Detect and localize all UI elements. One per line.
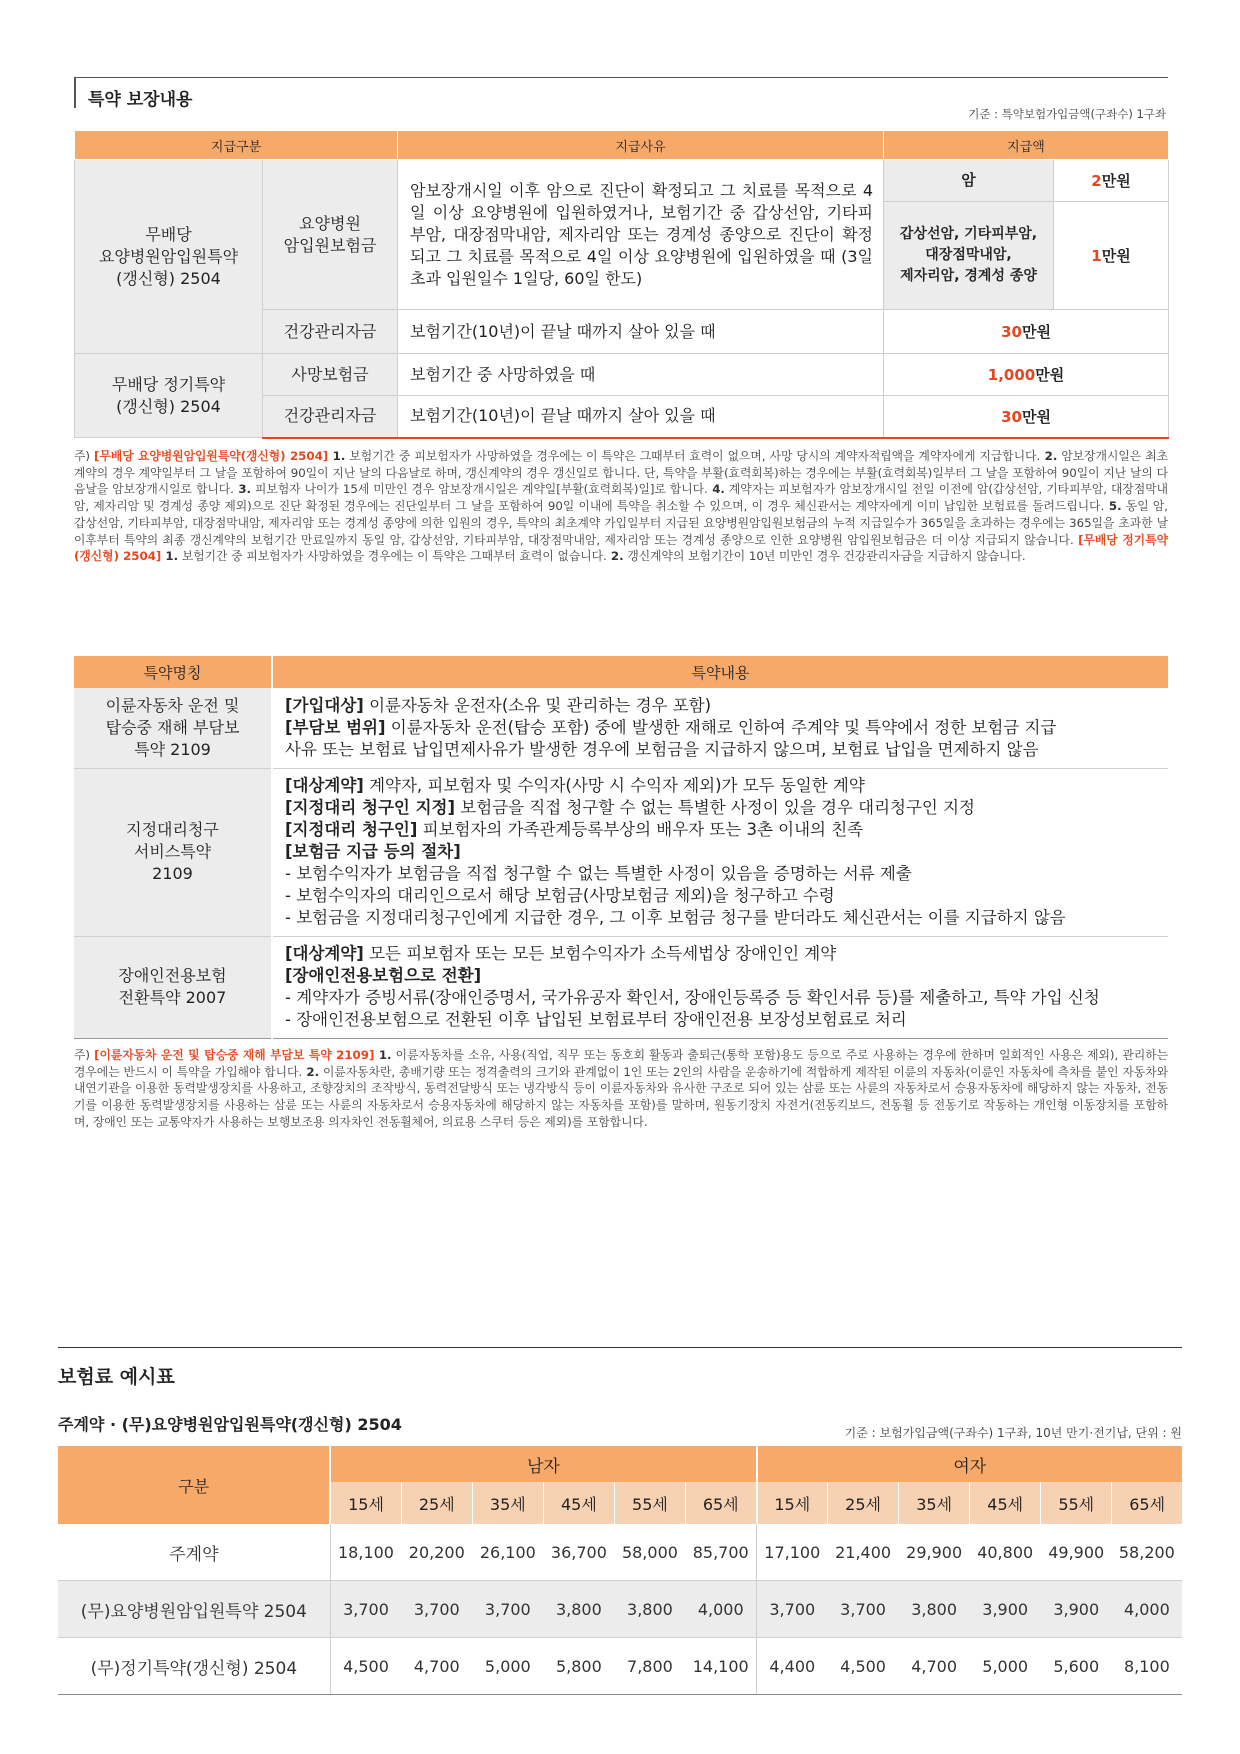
table-row bbox=[74, 936, 1168, 1038]
premium-cell: 4,500 bbox=[828, 1638, 899, 1695]
content-label: [장애인전용보험으로 전환] bbox=[285, 966, 482, 985]
note-prefix: 주) bbox=[74, 1048, 95, 1062]
rider-name-line: 2109 bbox=[152, 864, 193, 883]
section1-title: 특약 보장내용 bbox=[88, 90, 193, 110]
content-label: [대상계약] bbox=[285, 776, 364, 795]
rider1-sub2: 건강관리자금 bbox=[263, 310, 398, 354]
note-highlight: [무배당 정기특약(갱신형) 2504] bbox=[74, 532, 1168, 564]
note-number: 2. bbox=[606, 549, 624, 564]
note-number: 2. bbox=[1040, 449, 1058, 463]
section3-subtitle: 주계약 · (무)요양병원암입원특약(갱신형) 2504 bbox=[58, 1415, 402, 1434]
age-header: 55세 bbox=[1041, 1482, 1112, 1524]
content-text: - 보험금을 지정대리청구인에게 지급한 경우, 그 이후 보험금 청구를 받더라도 체신관서는 이를 지급하지 않음 bbox=[285, 908, 1066, 927]
premium-cell: 5,000 bbox=[472, 1638, 543, 1695]
content-text: 계약자, 피보험자 및 수익자(사망 시 수익자 제외)가 모두 동일한 계약 bbox=[363, 776, 865, 795]
premium-cell: 5,800 bbox=[543, 1638, 614, 1695]
age-header: 45세 bbox=[970, 1482, 1041, 1524]
section3-basis: 기준 : 보험가입금액(구좌수) 1구좌, 10년 만기·전기납, 단위 : 원 bbox=[844, 1426, 1182, 1440]
amount-number: 1 bbox=[1091, 247, 1102, 265]
note-number: 5. bbox=[1104, 499, 1122, 514]
section3-title: 보험료 예시표 bbox=[58, 1366, 175, 1388]
age-header: 55세 bbox=[614, 1482, 685, 1524]
amount-number: 30 bbox=[1001, 323, 1022, 341]
amount-minor-label bbox=[884, 202, 1054, 310]
content-text: 이륜자동차 운전자(소유 및 관리하는 경우 포함) bbox=[363, 695, 712, 715]
section1-note bbox=[74, 448, 1168, 565]
age-header: 35세 bbox=[472, 1482, 543, 1524]
content-line bbox=[285, 965, 1156, 987]
rider-name-line: 특약 2109 bbox=[134, 739, 211, 759]
rider1-sub2-amount bbox=[884, 310, 1169, 354]
rider-name-line: 장애인전용보험 bbox=[118, 966, 227, 985]
rider-name-line: 탑승중 재해 부담보 bbox=[105, 717, 240, 737]
amount-minor bbox=[1054, 202, 1169, 310]
note-text: 동일 암, 갑상선암, 기타피부암, 대장점막내암, 제자리암 또는 경계성 종양에 의한 입원의 경우, 특약의 최초계약 가입일부터 지급된 요양병원암입원보험금의 누적 지급일수가 365일을 초과하는 경우에는 365일을 초과한 날 이후부터 특약의 최종 갱신계약의 보험기간 만료일까지 동일 암, 갑상선암, 기타피부암, 대장점막내암, 제자리암 또는 경계성 종양으로 인한 요양병원 암입원보험금은 더 이상 지급되지 않습니다. bbox=[74, 499, 1169, 547]
amount-unit: 만원 bbox=[1035, 366, 1065, 384]
table-row bbox=[74, 688, 1168, 768]
rider1-name bbox=[75, 160, 263, 354]
premium-cell: 5,000 bbox=[970, 1638, 1041, 1695]
content-text: 모든 피보험자 또는 모든 보험수익자가 소득세법상 장애인인 계약 bbox=[363, 944, 837, 963]
content-label: [지정대리 청구인 지정] bbox=[285, 798, 456, 817]
header-category: 지급구분 bbox=[75, 131, 398, 160]
content-text: 피보험자의 가족관계등록부상의 배우자 또는 3촌 이내의 친족 bbox=[417, 820, 864, 839]
premium-cell: 8,100 bbox=[1112, 1638, 1182, 1695]
premium-cell: 49,900 bbox=[1041, 1524, 1112, 1581]
rider-coverage-table bbox=[74, 130, 1169, 439]
premium-cell: 85,700 bbox=[685, 1524, 756, 1581]
age-header: 25세 bbox=[401, 1482, 472, 1524]
note-text: 보험기간 중 피보험자가 사망하였을 경우에는 이 특약은 그때부터 효력이 없으며, 사망 당시의 계약자적립액을 계약자에게 지급합니다. bbox=[345, 449, 1041, 463]
premium-cell: 3,700 bbox=[330, 1581, 401, 1638]
note-highlight: [무배당 요양병원암입원특약(갱신형) 2504] bbox=[94, 449, 329, 463]
premium-cell: 3,900 bbox=[970, 1581, 1041, 1638]
premium-table bbox=[58, 1446, 1182, 1695]
note-text: 계약자는 피보험자가 암보장개시일 전일 이전에 암(갑상선암, 기타피부암, 대장점막내암, 제자리암 및 경계성 종양 제외)으로 진단 확정된 경우에는 진단일부터 그 날을 포함하여 90일 이내에 특약을 취소할 수 있으며, 이 경우 체신관서는 계약자에게 이미 납입한 보험료를 돌려드립니다. bbox=[74, 482, 1169, 514]
content-text: - 계약자가 증빙서류(장애인증명서, 국가유공자 확인서, 장애인등록증 등 확인서류 등)를 제출하고, 특약 가입 신청 bbox=[285, 988, 1100, 1007]
premium-cell: 3,900 bbox=[1041, 1581, 1112, 1638]
rider2-sub2: 건강관리자금 bbox=[263, 396, 398, 438]
table-row bbox=[58, 1638, 1182, 1695]
table-header-row bbox=[58, 1446, 1182, 1482]
premium-cell: 26,100 bbox=[472, 1524, 543, 1581]
premium-cell: 21,400 bbox=[828, 1524, 899, 1581]
content-text: - 장애인전용보험으로 전환된 이후 납입된 보험료부터 장애인전용 보장성보험료로 처리 bbox=[285, 1010, 907, 1029]
rider-name bbox=[74, 768, 272, 936]
amount-unit: 만원 bbox=[1021, 323, 1051, 341]
header-reason: 지급사유 bbox=[398, 131, 884, 160]
note-text: 갱신계약의 보험기간이 10년 미만인 경우 건강관리자금을 지급하지 않습니다. bbox=[623, 549, 1026, 564]
age-header: 25세 bbox=[828, 1482, 899, 1524]
premium-cell: 4,000 bbox=[1112, 1581, 1182, 1638]
content-line bbox=[285, 841, 1156, 863]
table-header-row bbox=[74, 656, 1168, 688]
content-line bbox=[285, 775, 1156, 797]
note-text: 이륜자동차를 소유, 사용(직업, 직무 또는 동호회 활동과 출퇴근(통학 포함)용도 등으로 주로 사용하는 경우에 한하며 일회적인 사용은 제외), 관리하는 경우에는 반드시 이 특약을 가입해야 합니다. bbox=[74, 1048, 1169, 1079]
rider1-sub1-line: 요양병원 bbox=[299, 213, 361, 233]
content-text: 이륜자동차 운전(탑승 포함) 중에 발생한 재해로 인하여 주계약 및 특약에서 정한 보험금 지급 bbox=[385, 717, 1057, 737]
premium-cell: 7,800 bbox=[614, 1638, 685, 1695]
content-line bbox=[285, 695, 1156, 717]
premium-cell: 5,600 bbox=[1041, 1638, 1112, 1695]
rider1-name-line: 무배당 bbox=[145, 224, 192, 244]
table-row bbox=[75, 354, 1169, 396]
premium-cell: 4,500 bbox=[330, 1638, 401, 1695]
premium-cell: 3,800 bbox=[899, 1581, 970, 1638]
section1-title-bar bbox=[74, 78, 76, 108]
premium-cell: 3,700 bbox=[472, 1581, 543, 1638]
row-label: 주계약 bbox=[58, 1524, 330, 1581]
content-line bbox=[285, 819, 1156, 841]
premium-cell: 29,900 bbox=[899, 1524, 970, 1581]
content-text: - 보험수익자의 대리인으로서 해당 보험금(사망보험금 제외)을 청구하고 수령 bbox=[285, 886, 835, 905]
table-row bbox=[58, 1524, 1182, 1581]
rider-content bbox=[272, 936, 1168, 1038]
content-text: - 보험수익자가 보험금을 직접 청구할 수 없는 특별한 사정이 있음을 증명하는 서류 제출 bbox=[285, 864, 912, 883]
content-label: [가입대상] bbox=[285, 695, 364, 715]
age-header: 65세 bbox=[1112, 1482, 1182, 1524]
age-header: 35세 bbox=[899, 1482, 970, 1524]
premium-cell: 20,200 bbox=[401, 1524, 472, 1581]
content-label: [지정대리 청구인] bbox=[285, 820, 418, 839]
amount-cancer bbox=[1054, 160, 1169, 202]
note-highlight: [이륜자동차 운전 및 탑승중 재해 부담보 특약 2109] bbox=[94, 1048, 375, 1062]
rider-name-line: 전환특약 2007 bbox=[118, 988, 227, 1007]
content-line bbox=[285, 717, 1156, 739]
rider1-name-line: (갱신형) 2504 bbox=[116, 268, 221, 288]
rider1-sub2-reason: 보험기간(10년)이 끝날 때까지 살아 있을 때 bbox=[398, 310, 884, 354]
premium-cell: 3,700 bbox=[828, 1581, 899, 1638]
rider-name-line: 이륜자동차 운전 및 bbox=[105, 695, 240, 715]
content-line bbox=[285, 1009, 1156, 1031]
header-amount: 지급액 bbox=[884, 131, 1169, 160]
premium-cell: 58,200 bbox=[1112, 1524, 1182, 1581]
amount-unit: 만원 bbox=[1021, 407, 1051, 426]
note-text: 이륜자동차란, 총배기량 또는 정격출력의 크기와 관계없이 1인 또는 2인의 사람을 운송하기에 적합하게 제작된 이륜의 자동차(이륜인 자동차에 측차를 붙인 자동차와 내연기관을 이용한 동력발생장치를 사용하고, 조향장치의 조작방식, 동력전달방식 또는 냉각방식 등이 이륜자동차와 유사한 구조로 되어 있는 삼륜 또는 사륜의 자동차로서 승용자동차에 해당하지 않는 자동차, 전동기를 이용한 동력발생장치를 사용하는 삼륜 또는 사륜의 자동차로서 승용자동차에 해당하지 않는 자동차를 포함)를 말하며, 원동기장치 자전거(전동킥보드, 전동휠 등 전동기로 작동하는 개인형 이동장치를 포함하며, 장애인 또는 교통약자가 사용하는 보행보조용 의자차인 전동휠체어, 의료용 스쿠터 등은 제외)를 포함합니다. bbox=[74, 1064, 1169, 1129]
note-text: 암보장개시일은 최초계약의 경우 계약일부터 그 날을 포함하여 90일이 지난 날의 다음날로 하며, 갱신계약의 경우 갱신일로 합니다. 단, 특약을 부활(효력회복)하는 경우에는 부활(효력회복)일부터 그 날을 포함하여 90일이 지난 날의 다음날을 암보장개시일로 합니다. bbox=[74, 449, 1168, 497]
amount-number: 2 bbox=[1091, 172, 1102, 190]
section2-note bbox=[74, 1047, 1168, 1131]
rider1-name-line: 요양병원암입원특약 bbox=[98, 246, 239, 266]
section3-divider bbox=[58, 1347, 1182, 1348]
premium-cell: 4,000 bbox=[685, 1581, 756, 1638]
content-line bbox=[285, 943, 1156, 965]
rider2-sub1-reason: 보험기간 중 사망하였을 때 bbox=[398, 354, 884, 396]
header-category: 구분 bbox=[58, 1446, 330, 1524]
rider-name-line: 지정대리청구 bbox=[126, 820, 219, 839]
table-row bbox=[74, 768, 1168, 936]
table-row bbox=[75, 160, 1169, 202]
premium-cell: 17,100 bbox=[757, 1524, 828, 1581]
row-label: (무)요양병원암입원특약 2504 bbox=[58, 1581, 330, 1638]
note-prefix: 주) bbox=[74, 449, 95, 463]
premium-cell: 3,800 bbox=[543, 1581, 614, 1638]
rider1-sub1-reason: 암보장개시일 이후 암으로 진단이 확정되고 그 치료를 목적으로 4일 이상 요양병원에 입원하였거나, 보험기간 중 갑상선암, 기타피부암, 대장점막내암, 제자리암 또는 경계성 종양으로 진단이 확정되고 그 치료를 목적으로 4일 이상 요양병원에 입원하였을 때 (3일 초과 입원일수 1일당, 60일 한도) bbox=[398, 160, 884, 310]
rider1-sub1-line: 암입원보험금 bbox=[283, 235, 377, 255]
table-header-row bbox=[75, 131, 1169, 160]
note-number: 1. bbox=[161, 549, 179, 564]
rider-name bbox=[74, 688, 272, 768]
section1-header bbox=[74, 77, 1168, 108]
amount-unit: 만원 bbox=[1101, 172, 1131, 190]
header-male: 남자 bbox=[330, 1446, 756, 1482]
content-text: 사유 또는 보험료 납입면제사유가 발생한 경우에 보험금을 지급하지 않으며, 보험료 납입을 면제하지 않음 bbox=[285, 739, 1039, 759]
rider-content bbox=[272, 688, 1168, 768]
content-line bbox=[285, 739, 1156, 761]
amount-minor-line: 제자리암, 경계성 종양 bbox=[900, 268, 1037, 284]
premium-cell: 58,000 bbox=[614, 1524, 685, 1581]
premium-cell: 14,100 bbox=[685, 1638, 756, 1695]
rider-content bbox=[272, 768, 1168, 936]
amount-number: 1,000 bbox=[987, 366, 1036, 384]
rider2-sub2-amount bbox=[884, 396, 1169, 438]
content-line bbox=[285, 885, 1156, 907]
content-label: [부담보 범위] bbox=[285, 717, 386, 737]
note-text: 보험기간 중 피보험자가 사망하였을 경우에는 이 특약은 그때부터 효력이 없습니다. bbox=[178, 549, 607, 564]
table-row bbox=[58, 1581, 1182, 1638]
note-number: 1. bbox=[328, 449, 346, 463]
amount-minor-line: 대장점막내암, bbox=[925, 247, 1012, 263]
rider2-name bbox=[75, 354, 263, 438]
premium-cell: 18,100 bbox=[330, 1524, 401, 1581]
amount-minor-line: 갑상선암, 기타피부암, bbox=[899, 226, 1038, 242]
rider-name bbox=[74, 936, 272, 1038]
amount-unit: 만원 bbox=[1101, 247, 1131, 265]
rider2-sub1: 사망보험금 bbox=[263, 354, 398, 396]
note-text: 피보험자 나이가 15세 미만인 경우 암보장개시일은 계약일[부활(효력회복)일]로 합니다. bbox=[251, 482, 708, 497]
content-line bbox=[285, 797, 1156, 819]
content-text: 보험금을 직접 청구할 수 없는 특별한 사정이 있을 경우 대리청구인 지정 bbox=[455, 798, 975, 817]
content-line bbox=[285, 987, 1156, 1009]
age-header: 45세 bbox=[543, 1482, 614, 1524]
rider2-name-line: 무배당 정기특약 bbox=[111, 374, 226, 394]
premium-cell: 3,800 bbox=[614, 1581, 685, 1638]
section1-basis: 기준 : 특약보험가입금액(구좌수) 1구좌 bbox=[968, 107, 1166, 121]
header-rider-name: 특약명칭 bbox=[74, 656, 272, 688]
premium-cell: 4,700 bbox=[401, 1638, 472, 1695]
content-line bbox=[285, 907, 1156, 929]
premium-cell: 3,700 bbox=[401, 1581, 472, 1638]
header-rider-content: 특약내용 bbox=[272, 656, 1168, 688]
note-number: 2. bbox=[302, 1064, 320, 1079]
rider1-sub1 bbox=[263, 160, 398, 310]
note-number: 1. bbox=[374, 1048, 392, 1062]
age-header: 15세 bbox=[330, 1482, 401, 1524]
header-female: 여자 bbox=[757, 1446, 1182, 1482]
note-number: 4. bbox=[707, 482, 725, 497]
rider-name-line: 서비스특약 bbox=[133, 842, 212, 861]
content-line bbox=[285, 863, 1156, 885]
rider2-sub1-amount bbox=[884, 354, 1169, 396]
rider2-sub2-reason: 보험기간(10년)이 끝날 때까지 살아 있을 때 bbox=[398, 396, 884, 438]
premium-cell: 40,800 bbox=[970, 1524, 1041, 1581]
rider2-name-line: (갱신형) 2504 bbox=[116, 396, 221, 416]
row-label: (무)정기특약(갱신형) 2504 bbox=[58, 1638, 330, 1695]
note-number: 3. bbox=[233, 482, 252, 497]
rider-content-table bbox=[74, 656, 1168, 1039]
age-header: 15세 bbox=[757, 1482, 828, 1524]
premium-cell: 4,400 bbox=[757, 1638, 828, 1695]
amount-number: 30 bbox=[1001, 407, 1022, 426]
premium-cell: 36,700 bbox=[543, 1524, 614, 1581]
amount-cancer-label: 암 bbox=[884, 160, 1054, 202]
premium-cell: 4,700 bbox=[899, 1638, 970, 1695]
premium-cell: 3,700 bbox=[757, 1581, 828, 1638]
age-header: 65세 bbox=[685, 1482, 756, 1524]
content-label: [대상계약] bbox=[285, 944, 364, 963]
content-label: [보험금 지급 등의 절차] bbox=[285, 842, 461, 861]
